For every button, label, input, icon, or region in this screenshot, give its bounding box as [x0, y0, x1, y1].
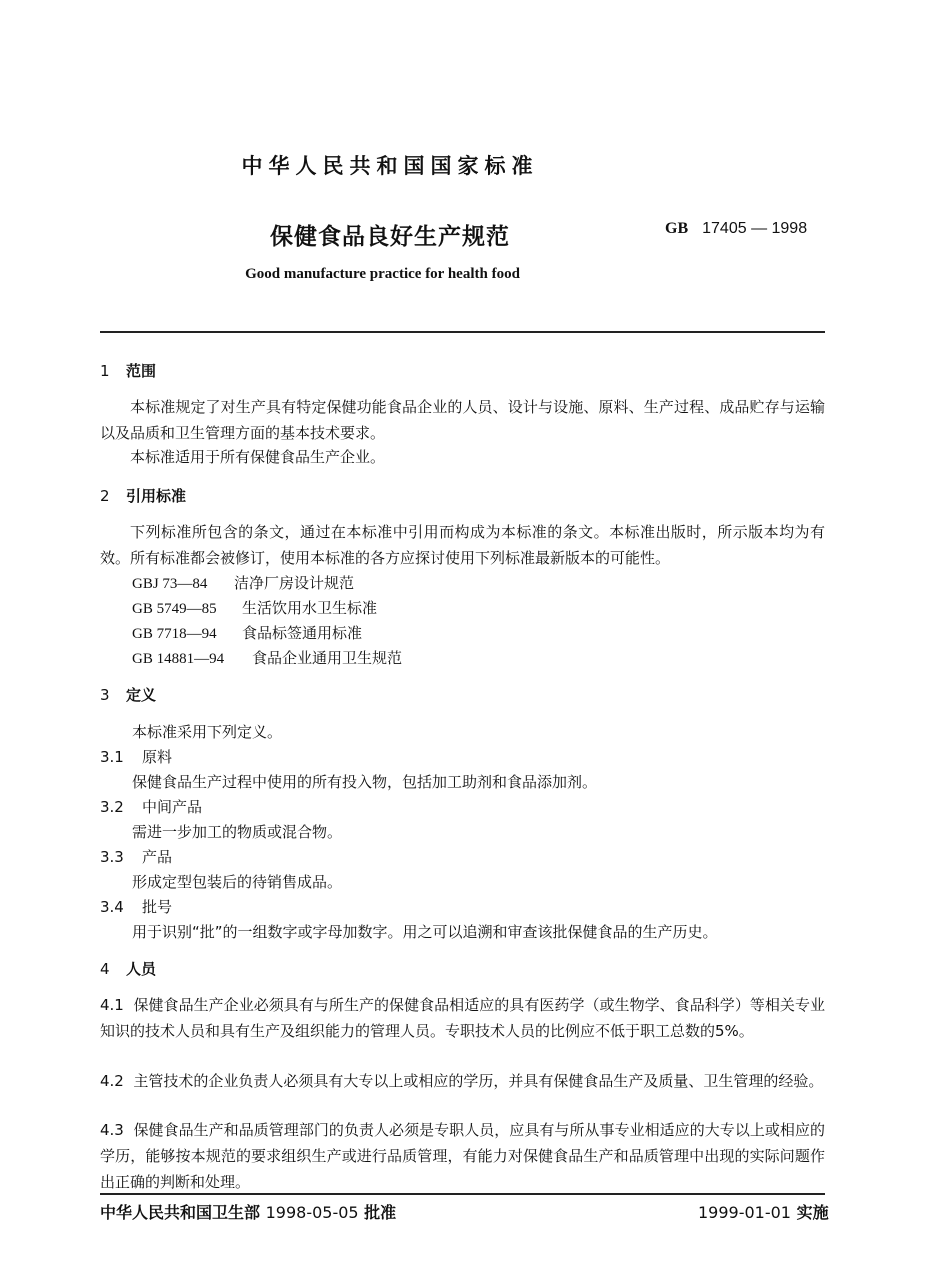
definition-term-3-4 — [100, 896, 172, 917]
definition-term-3-1 — [100, 746, 172, 767]
section-2-paragraph-1: 下列标准所包含的条文，通过在本标准中引用而构成为本标准的条文。本标准出版时，所示版本均为有效。所有标准都会被修订，使用本标准的各方应探讨使用下列标准最新版本的可能性。 — [100, 523, 825, 567]
reference-name: 生活饮用水卫生标准 — [242, 599, 378, 617]
section-1-heading — [100, 360, 156, 381]
reference-code: GBJ 73—84 — [132, 576, 208, 592]
clause-text: 主管技术的企业负责人必须具有大专以上或相应的学历，并具有保健食品生产及质量、卫生管理的经验。 — [133, 1072, 824, 1090]
approval-date: 1998-05-05 — [265, 1203, 359, 1222]
approval-info — [100, 1200, 396, 1223]
footer-divider — [100, 1193, 825, 1195]
clause-4-3 — [100, 1117, 825, 1195]
reference-code: GB 14881—94 — [132, 651, 225, 667]
definition-text: 保健食品生产过程中使用的所有投入物，包括加工助剂和食品添加剂。 — [132, 773, 598, 791]
reference-code: GB 5749—85 — [132, 601, 217, 617]
section-1-paragraph-2: 本标准适用于所有保健食品生产企业。 — [130, 448, 386, 466]
reference-item — [132, 597, 377, 618]
implementation-date: 1999-01-01 — [698, 1203, 791, 1222]
section-title: 人员 — [126, 960, 157, 978]
section-2-heading — [100, 485, 186, 506]
definition-text: 形成定型包装后的待销售成品。 — [132, 873, 343, 891]
section-title: 引用标准 — [126, 487, 187, 505]
standard-number — [665, 218, 807, 238]
section-1-paragraph-1: 本标准规定了对生产具有特定保健功能食品企业的人员、设计与设施、原料、生产过程、成品贮存与运输以及品质和卫生管理方面的基本技术要求。 — [100, 398, 825, 442]
clause-number: 4.3 — [100, 1121, 124, 1139]
clause-4-2 — [100, 1068, 825, 1094]
approval-word: 批准 — [364, 1203, 397, 1222]
document-title-zh: 保健食品良好生产规范 — [270, 224, 510, 250]
section-number: 3 — [100, 686, 110, 704]
definition-term: 原料 — [142, 748, 173, 766]
standard-code: 17405 — 1998 — [702, 220, 808, 237]
definition-text: 用于识别“批”的一组数字或字母加数字。用之可以追溯和审查该批保健食品的生产历史。 — [132, 923, 718, 941]
definition-text: 需进一步加工的物质或混合物。 — [132, 823, 343, 841]
definition-term-3-3 — [100, 846, 172, 867]
reference-name: 食品标签通用标准 — [242, 624, 363, 642]
reference-code: GB 7718—94 — [132, 626, 217, 642]
clause-number: 3.3 — [100, 848, 124, 866]
clause-text: 保健食品生产和品质管理部门的负责人必须是专职人员，应具有与所从事专业相适应的大专以上或相应的学历，能够按本规范的要求组织生产或进行品质管理，有能力对保健食品生产和品质管理中出现的实际问题作出正确的判断和处理。 — [100, 1121, 825, 1191]
reference-name: 食品企业通用卫生规范 — [252, 649, 403, 667]
clause-number: 3.2 — [100, 798, 124, 816]
clause-number: 3.1 — [100, 748, 124, 766]
header-divider — [100, 331, 825, 333]
section-4-heading — [100, 958, 156, 979]
reference-name: 洁净厂房设计规范 — [234, 574, 355, 592]
definition-term: 中间产品 — [142, 798, 203, 816]
implementation-info — [698, 1200, 829, 1223]
implementation-word: 实施 — [796, 1203, 829, 1222]
section-number: 1 — [100, 362, 110, 380]
clause-number: 4.1 — [100, 996, 124, 1014]
clause-number: 4.2 — [100, 1072, 124, 1090]
standard-prefix: GB — [665, 220, 689, 237]
definition-term-3-2 — [100, 796, 202, 817]
section-3-intro: 本标准采用下列定义。 — [132, 723, 283, 741]
reference-item — [132, 647, 402, 668]
section-number: 2 — [100, 487, 110, 505]
reference-item — [132, 622, 362, 643]
clause-text: 保健食品生产企业必须具有与所生产的保健食品相适应的具有医药学（或生物学、食品科学）等相关专业知识的技术人员和具有生产及组织能力的管理人员。专职技术人员的比例应不低于职工总数的5%。 — [100, 996, 825, 1040]
approving-authority: 中华人民共和国卫生部 — [100, 1203, 261, 1222]
section-title: 范围 — [126, 362, 157, 380]
clause-number: 3.4 — [100, 898, 124, 916]
section-3-heading — [100, 684, 156, 705]
document-title-en: Good manufacture practice for health food — [245, 266, 520, 282]
definition-term: 批号 — [142, 898, 173, 916]
section-number: 4 — [100, 960, 110, 978]
section-title: 定义 — [126, 686, 157, 704]
reference-item — [132, 572, 354, 593]
definition-term: 产品 — [142, 848, 173, 866]
clause-4-1 — [100, 992, 825, 1044]
national-standard-heading: 中华人民共和国国家标准 — [241, 154, 539, 178]
